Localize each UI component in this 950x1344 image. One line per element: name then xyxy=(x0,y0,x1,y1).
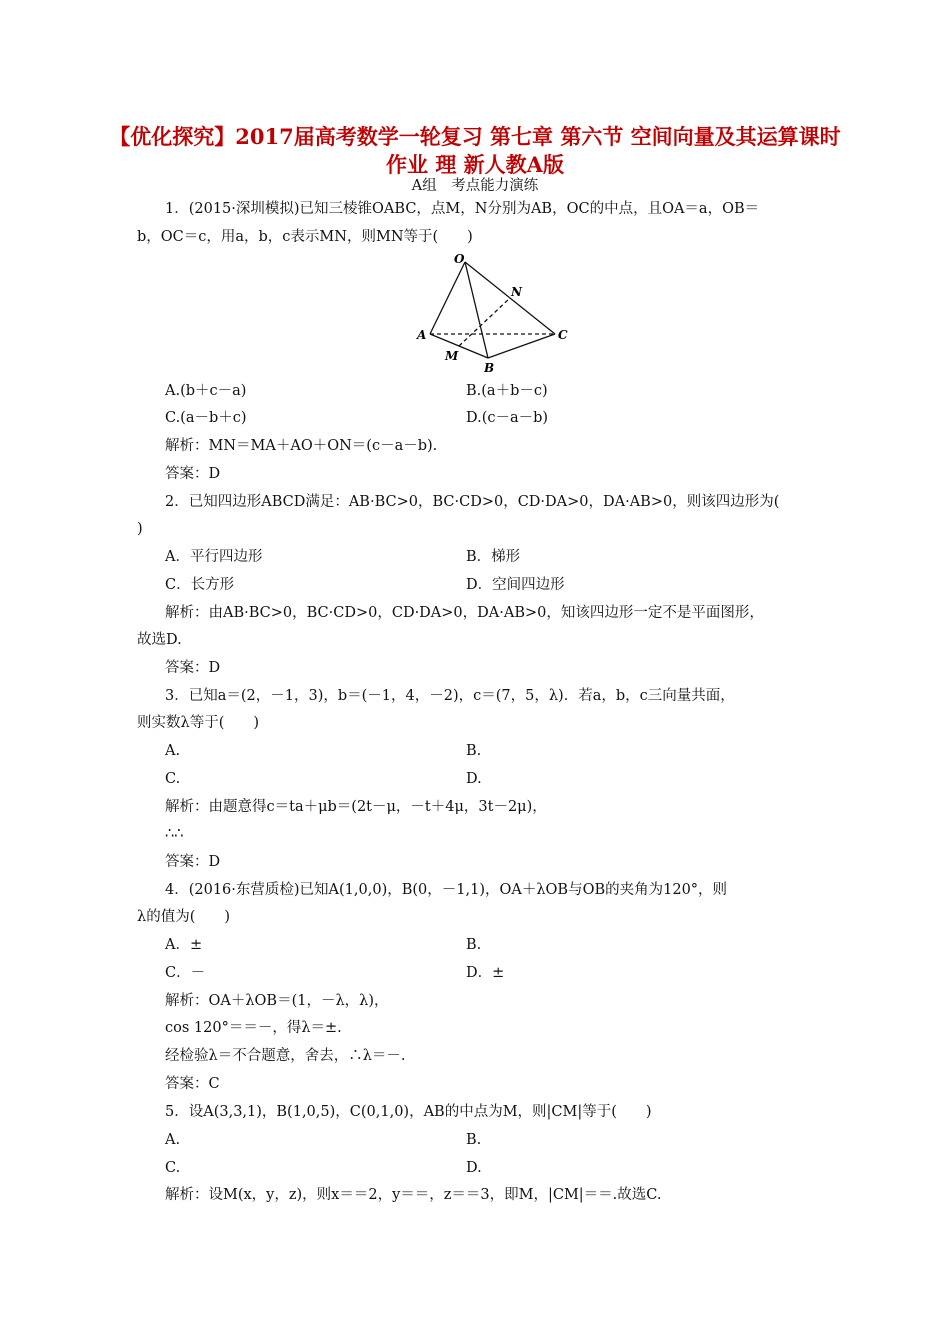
q5-option-c: C. xyxy=(165,1160,181,1176)
q3-option-d: D. xyxy=(466,771,482,787)
label-A: A xyxy=(417,328,427,342)
label-N: N xyxy=(511,285,522,299)
q2-stem-line1: 2．已知四边形ABCD满足：AB·BC>0，BC·CD>0，CD·DA>0，DA·AB>0，则该四边形为( xyxy=(165,494,780,510)
q2-option-a: A．平行四边形 xyxy=(165,549,263,565)
q5-analysis: 解析：设M(x，y，z)，则x＝＝2，y＝＝，z＝＝3，即M，|CM|＝＝.故选C. xyxy=(165,1187,662,1203)
q5-option-d: D. xyxy=(466,1160,482,1176)
tetrahedron-figure xyxy=(405,248,585,374)
q2-analysis-line1: 解析：由AB·BC>0，BC·CD>0，CD·DA>0，DA·AB>0，知该四边形一定不是平面图形， xyxy=(165,605,764,621)
q4-option-c: C．－ xyxy=(165,965,206,981)
q3-stem-line1: 3．已知a＝(2，－1，3)，b＝(－1，4，－2)，c＝(7，5，λ)．若a，b，c三向量共面， xyxy=(165,688,735,704)
q2-option-c: C．长方形 xyxy=(165,577,235,593)
q4-analysis-line3: 经检验λ＝不合题意，舍去，∴λ＝－. xyxy=(165,1048,406,1064)
q3-analysis-line2: ∴∴ xyxy=(165,826,184,842)
q4-option-d: D．± xyxy=(466,965,505,981)
q3-option-c: C. xyxy=(165,771,181,787)
q3-answer: 答案：D xyxy=(165,854,221,870)
document-title: 【优化探究】2017届高考数学一轮复习 第七章 第六节 空间向量及其运算课时作业 理 新人教A版 xyxy=(109,124,841,177)
q4-stem-line1: 4．(2016·东营质检)已知A(1,0,0)，B(0，－1,1)，OA＋λOB与OB的夹角为120°，则 xyxy=(165,882,728,898)
q2-option-d: D．空间四边形 xyxy=(466,577,565,593)
q1-analysis: 解析：MN＝MA＋AO＋ON＝(c－a－b). xyxy=(165,438,438,454)
q4-analysis-line1: 解析：OA＋λOB＝(1，－λ，λ)， xyxy=(165,993,389,1009)
label-B: B xyxy=(484,361,495,374)
q4-option-b: B. xyxy=(466,937,482,953)
q4-option-a: A．± xyxy=(165,937,203,953)
q3-option-a: A. xyxy=(165,743,181,759)
q3-analysis-line1: 解析：由题意得c＝ta＋μb＝(2t－μ，－t＋4μ，3t－2μ)， xyxy=(165,799,547,815)
label-M: M xyxy=(445,349,459,363)
q3-option-b: B. xyxy=(466,743,482,759)
q1-option-a: A.(b＋c－a) xyxy=(165,383,247,399)
section-heading: A组 考点能力演练 xyxy=(411,178,539,194)
q2-analysis-line2: 故选D. xyxy=(137,632,182,648)
q1-option-b: B.(a＋b－c) xyxy=(466,383,548,399)
q5-stem: 5．设A(3,3,1)，B(1,0,5)，C(0,1,0)，AB的中点为M，则|CM|等于( ) xyxy=(165,1104,652,1120)
q5-option-a: A. xyxy=(165,1132,181,1148)
q1-option-c: C.(a－b＋c) xyxy=(165,410,247,426)
q5-option-b: B. xyxy=(466,1132,482,1148)
label-C: C xyxy=(558,328,568,342)
q1-option-d: D.(c－a－b) xyxy=(466,410,549,426)
q4-answer: 答案：C xyxy=(165,1076,220,1092)
q1-answer: 答案：D xyxy=(165,466,221,482)
q2-option-b: B．梯形 xyxy=(466,549,521,565)
q1-stem-line1: 1．(2015·深圳模拟)已知三棱锥OABC，点M，N分别为AB，OC的中点，且OA＝a，OB＝ xyxy=(165,201,760,217)
q4-analysis-line2: cos 120°＝＝－，得λ＝±. xyxy=(165,1020,342,1036)
q1-stem-line2: b，OC＝c，用a，b，c表示MN，则MN等于( ) xyxy=(137,229,473,245)
q3-stem-line2: 则实数λ等于( ) xyxy=(137,715,260,731)
q4-stem-line2: λ的值为( ) xyxy=(137,909,231,925)
q2-answer: 答案：D xyxy=(165,660,221,676)
q2-stem-line2: ) xyxy=(137,521,143,537)
label-O: O xyxy=(454,252,465,266)
